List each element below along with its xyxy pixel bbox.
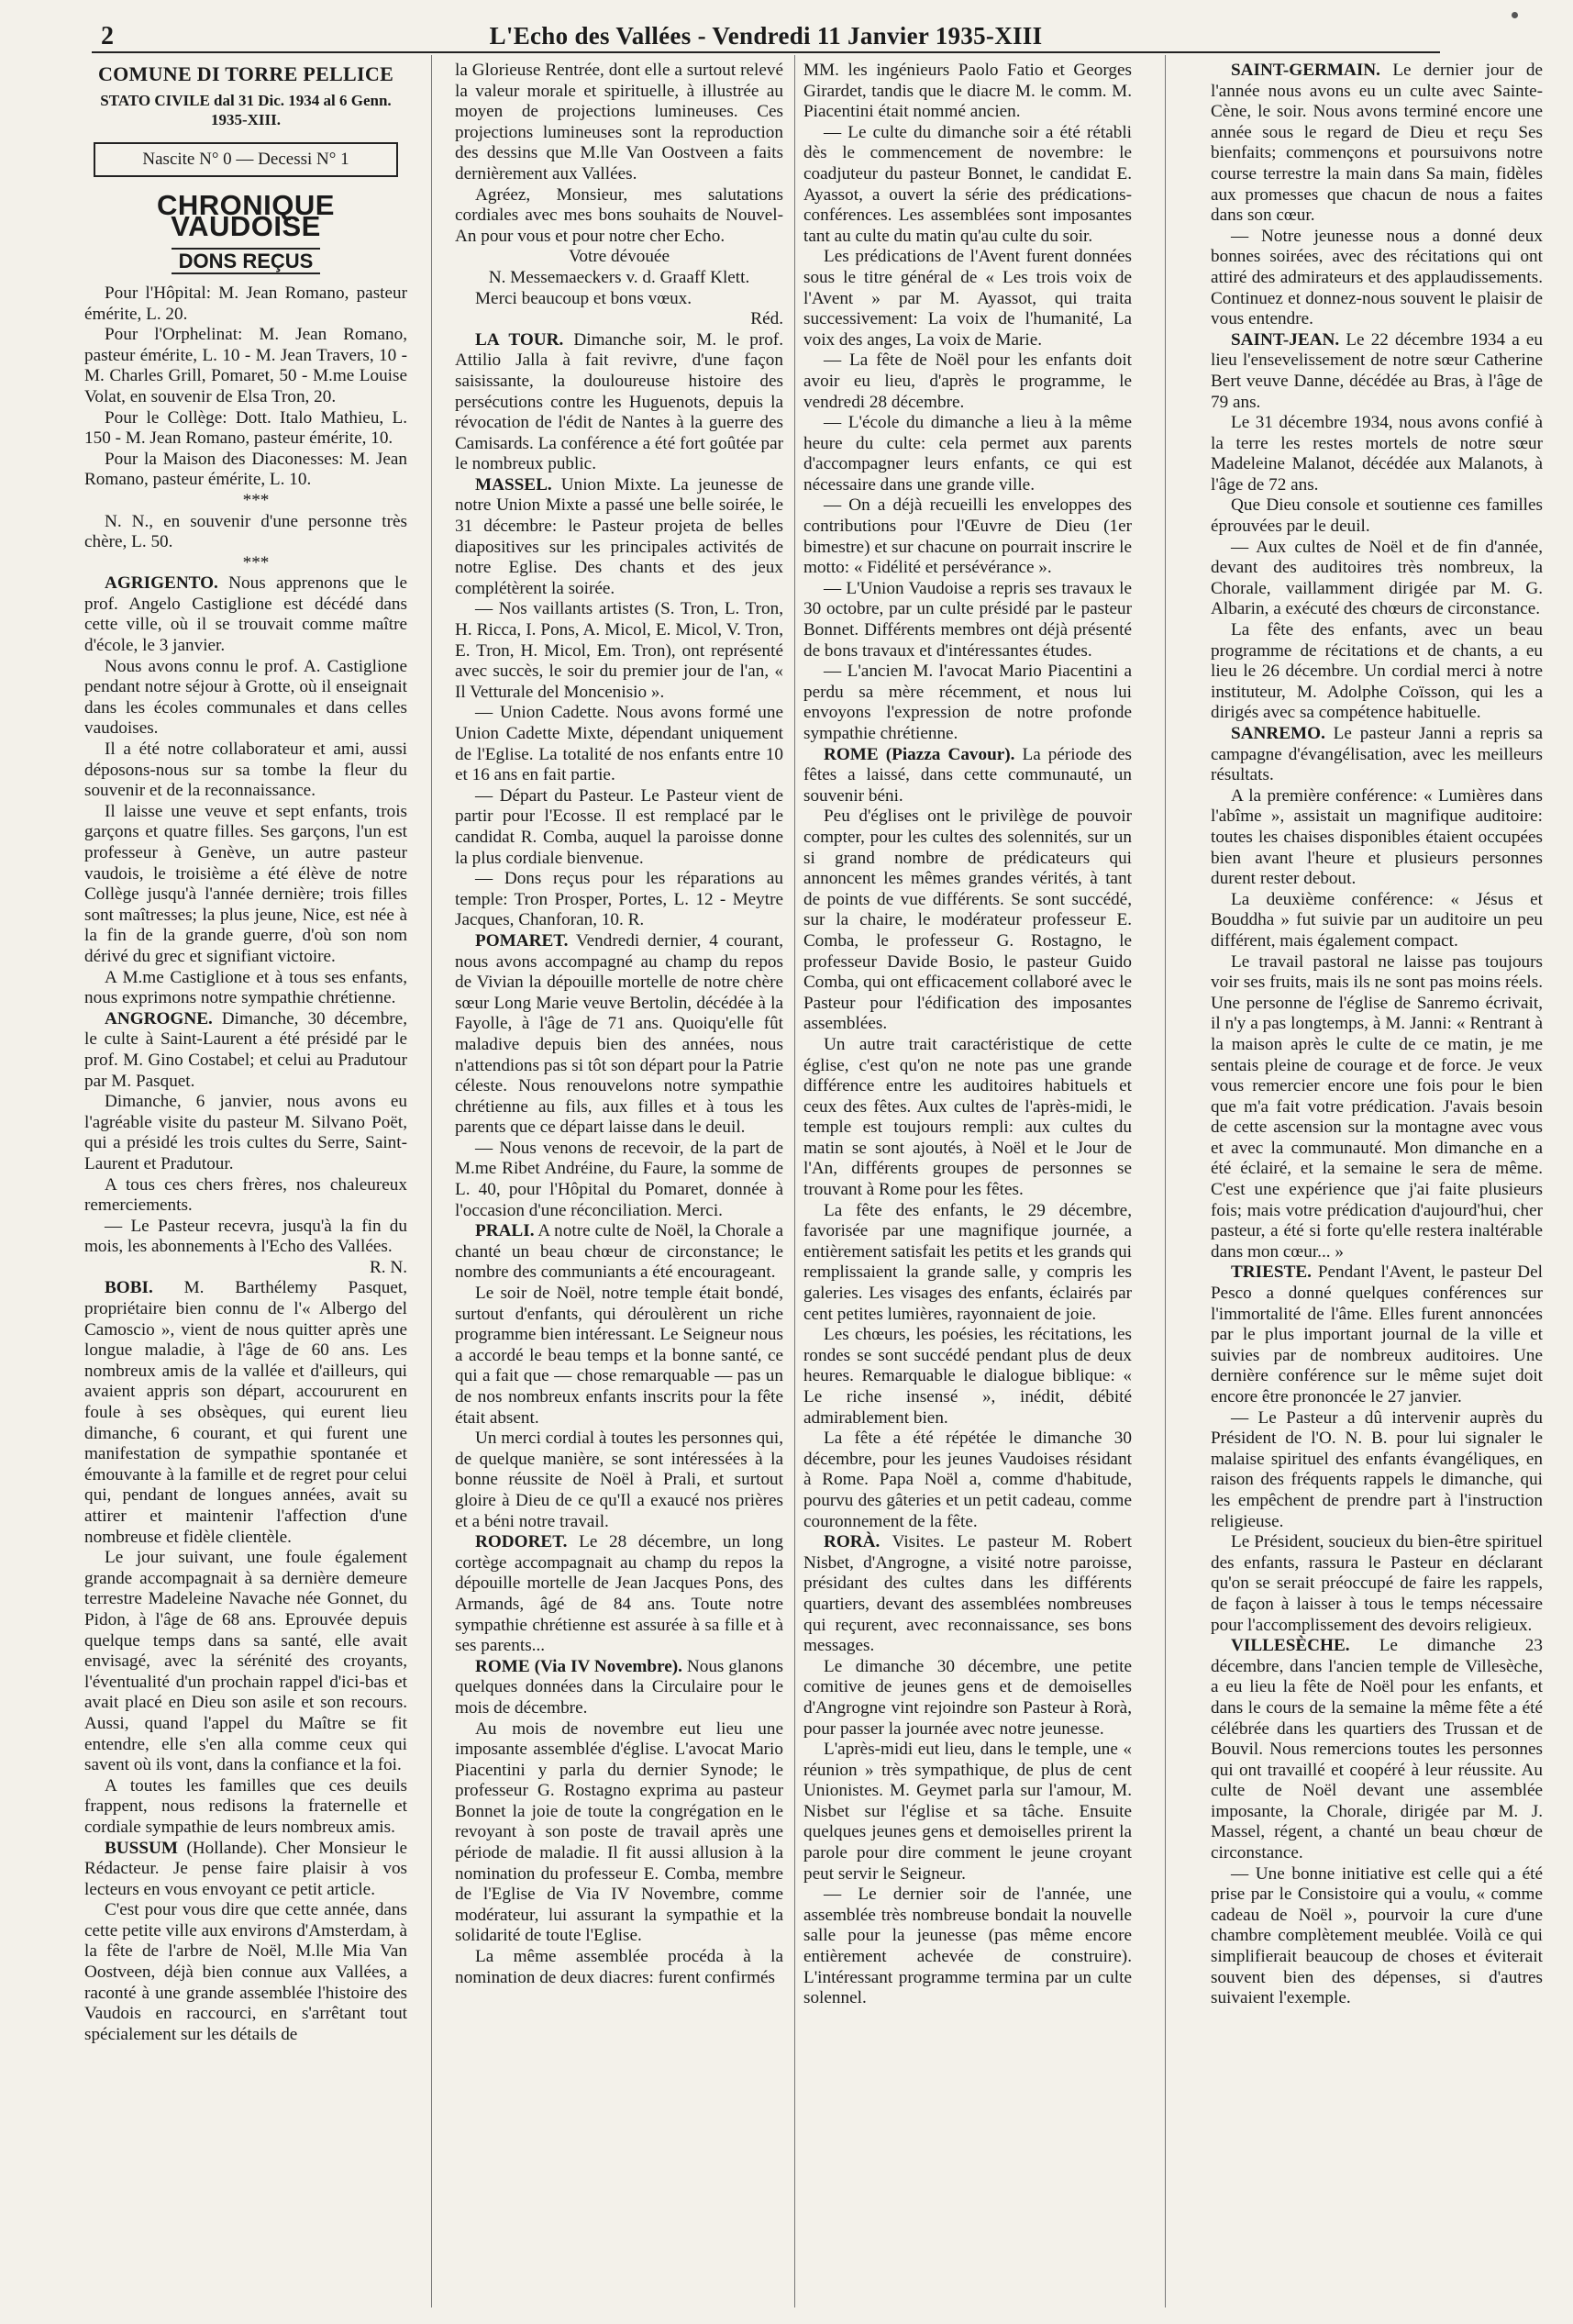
paragraph-text: Dimanche, 6 janvier, nous avons eu l'agréable visite du pasteur M. Silvano Poët, qui a présidé les trois cultes du Serre, Saint-Laurent et Pradutour. (84, 1092, 407, 1173)
article-paragraph (84, 1548, 407, 1776)
paragraph-text: La même assemblée procéda à la nomination de deux diacres: furent confirmés (455, 1947, 783, 1987)
article-paragraph (84, 739, 407, 802)
article-paragraph (84, 1839, 407, 1901)
commune-heading: COMUNE DI TORRE PELLICE (97, 62, 394, 85)
paragraph-text: N. Messemaeckers v. d. Graaff Klett. (488, 267, 750, 287)
place-name: RODORET. (475, 1532, 568, 1552)
paragraph-text: — Le Pasteur recevra, jusqu'à la fin du mois, les abonnements à l'Echo des Vallées. (84, 1216, 407, 1257)
article-paragraph (455, 599, 783, 703)
column-2 (455, 61, 783, 2299)
article-paragraph (84, 512, 407, 553)
column-4 (1211, 61, 1543, 2299)
paragraph-text: La fête des enfants, avec un beau programme de récitations et de chants, a eu lieu le 26 décembre. Un cordial merci à notre instituteur, M. Adolphe Coïsson, qui les a dirigés avec sa compétence habituelle. (1211, 620, 1543, 723)
article-paragraph (1211, 786, 1543, 890)
paragraph-text: Pendant l'Avent, le pasteur Del Pesco a donné quelques conférences sur l'immortalité de l'âme. Elles furent annoncées par le plus important journal de la ville et suivies par de nombreux auditoires. Une dernière conférence sur le même sujet doit encore être prononcée le 27 janvier. (1211, 1262, 1543, 1407)
paragraph-text: *** (242, 552, 270, 573)
article-paragraph (1211, 413, 1543, 495)
paragraph-text: Nous glanons quelques données dans la Circulaire pour le mois de décembre. (455, 1656, 783, 1718)
article-paragraph (1211, 1262, 1543, 1407)
place-name: POMARET. (475, 930, 569, 951)
place-name: RORÀ. (824, 1532, 881, 1552)
paragraph-text: Un merci cordial à toutes les personnes qui, de quelque manière, se sont intéressées à la bonne réussite de Noël à Prali, et surtout gloire à Dieu de ce qu'Il a exaucé nos prières et a béni notre travail. (455, 1429, 783, 1531)
article-paragraph (803, 247, 1132, 350)
paragraph-text: — Notre jeunesse nous a donné deux bonnes soirées, avec des récitations qui ont attiré des admirateurs et des applaudissements. Continuez et donnez-nous souvent le plaisir de vous entendre. (1211, 226, 1543, 329)
article-paragraph (84, 968, 407, 1009)
paragraph-text: Merci beaucoup et bons vœux. (475, 288, 692, 308)
article-paragraph (1211, 952, 1543, 1263)
paragraph-text: Le dimanche 30 décembre, une petite comitive de jeunes gens et de demoiselles d'Angrogne vint rejoindre son Pasteur à Rorà, pour passer la journée avec notre jeunesse. (803, 1656, 1132, 1739)
article-paragraph (803, 1325, 1132, 1429)
place-name: SAINT-JEAN. (1231, 329, 1340, 350)
paragraph-text: Au mois de novembre eut lieu une imposante assemblée d'église. L'avocat Mario Piacentini y parla du dernier Synode; le professeur G. Rostagno exprima au pasteur Bonnet la joie de toute la congrégation en le revoyant à son poste de travail après une période de maladie. Il fit aussi allusion à la nomination du professeur E. Comba, membre de l'Eglise de Via IV Novembre, comme modérateur, lui assurant la sympathie et la solidarité de toute l'Eglise. (455, 1718, 783, 1946)
column-rule (1165, 55, 1166, 2307)
article-paragraph (84, 491, 407, 512)
paragraph-text: — Dons reçus pour les réparations au temple: Tron Prosper, Portes, L. 12 - Meytre Jacques, Chanforan, 10. R. (455, 869, 783, 930)
paragraph-text: A tous ces chers frères, nos chaleureux remerciements. (84, 1174, 407, 1216)
paragraph-text: L'après-midi eut lieu, dans le temple, une « réunion » très sympathique, de plus de cent Unionistes. M. Geymet parla sur l'amour, M. Nisbet sur l'église et sa tâche. Ensuite quelques jeunes gens et demoiselles prirent la parole pour dire comment le jeune croyant peut servir le Seigneur. (803, 1740, 1132, 1884)
column-body (803, 61, 1132, 2009)
paragraph-text: C'est pour vous dire que cette année, dans cette petite ville aux environs d'Amsterdam, à la fête de l'arbre de Noël, M.lle Mia Van Oostveen, déjà bien connue aux Vallées, a raconté à une grande assemblée l'histoire des Vaudois en raccourci, en s'arrêtant tout spécialement sur les détails de (84, 1900, 407, 2044)
paragraph-text: Que Dieu console et soutienne ces familles éprouvées par le deuil. (1211, 495, 1543, 537)
article-paragraph (455, 268, 783, 289)
article-paragraph (1211, 227, 1543, 330)
article-paragraph (803, 495, 1132, 578)
paragraph-text: La deuxième conférence: « Jésus et Bouddha » fut suivie par un auditoire un peu différent, mais également compact. (1211, 889, 1543, 951)
article-paragraph (455, 61, 783, 185)
article-paragraph (1211, 620, 1543, 724)
paragraph-text: Le dernier jour de l'année nous avons eu un culte avec Sainte-Cène, le soir. Nous avons terminé encore une année sous le regard de Dieu et reçu Ses bienfaits; commençons et poursuivons notre course terrestre la main dans Sa main, fidèles aux promesses que chacun de nous a faites dans son cœur. (1211, 61, 1543, 226)
article-paragraph (455, 1719, 783, 1948)
article-paragraph (803, 1201, 1132, 1326)
paragraph-text: — Le culte du dimanche soir a été rétabli dès le commencement de novembre: le coadjuteur du pasteur Bonnet, le candidat E. Ayassot, a ouvert la série des prédications-conférences. Les assemblées sont imposantes tant au culte du matin qu'au culte du soir. (803, 122, 1132, 246)
place-name: PRALI. (475, 1221, 535, 1241)
article-paragraph (803, 745, 1132, 807)
paragraph-text: Dimanche, 30 décembre, le culte à Saint-Laurent a été présidé par le prof. M. Gino Costabel; et celui au Pradutour par M. Pasquet. (84, 1008, 407, 1091)
place-name: BUSSUM (105, 1838, 178, 1858)
paragraph-text: — On a déjà recueilli les enveloppes des contributions pour l'Œuvre de Dieu (1er bimestre) et sur chacune on pourrait inscrire le motto: « Fidélité et persévérance ». (803, 495, 1132, 578)
paragraph-text: Union Mixte. La jeunesse de notre Union Mixte a passé une belle soirée, le 31 décembre: le Pasteur projeta de belles diapositives sur les principales activités de notre Eglise. Des chants et des jeux complétèrent la soirée. (455, 474, 783, 598)
column-rule (431, 55, 432, 2307)
paragraph-text: Il a été notre collaborateur et ami, aussi déposons-nous sur sa tombe la fleur du souvenir et de la reconnaissance. (84, 739, 407, 801)
paragraph-text: (Hollande). Cher Monsieur le Rédacteur. Je pense faire plaisir à vos lecteurs en vous envoyant ce petit article. (84, 1838, 407, 1899)
article-paragraph (84, 553, 407, 574)
paragraph-text: A notre culte de Noël, la Chorale a chanté un beau chœur de circonstance; le nombre des communiants a été encourageant. (455, 1221, 783, 1283)
article-paragraph (803, 413, 1132, 495)
article-paragraph (84, 657, 407, 739)
article-paragraph (455, 703, 783, 785)
article-paragraph (1211, 1532, 1543, 1636)
article-paragraph (84, 1258, 407, 1279)
article-paragraph (1211, 890, 1543, 952)
article-paragraph (455, 1429, 783, 1532)
article-paragraph (803, 662, 1132, 744)
article-paragraph (84, 1217, 407, 1258)
place-name: ROME (Piazza Cavour). (824, 744, 1015, 764)
place-name: TRIESTE. (1231, 1262, 1312, 1283)
article-paragraph (84, 284, 407, 325)
paragraph-text: A M.me Castiglione et à tous ses enfants, nous exprimons notre sympathie chrétienne. (84, 967, 407, 1008)
paragraph-text: La fête a été répétée le dimanche 30 décembre, pour les jeunes Vaudoises résidant à Rome. Papa Noël a, comme d'habitude, pourvu des gâteries et un petit cadeau, comme couronnement de la fête. (803, 1429, 1132, 1531)
paragraph-text: MM. les ingénieurs Paolo Fatio et Georges Girardet, tandis que le diacre M. le comm. M. Piacentini était nommé ancien. (803, 61, 1132, 122)
paragraph-text: Les prédications de l'Avent furent données sous le titre général de « Les trois voix de l'Avent » par M. Ayassot, qui traita successivement: La voix de l'humanité, La voix des anges, La voix de Marie. (803, 247, 1132, 350)
paragraph-text: — Union Cadette. Nous avons formé une Union Cadette Mixte, dépendant uniquement de l'Eglise. La totalité de nos enfants entre 10 et 16 ans en fait partie. (455, 703, 783, 785)
article-paragraph (455, 247, 783, 268)
article-paragraph (803, 1885, 1132, 2009)
paragraph-text: Pour la Maison des Diaconesses: M. Jean Romano, pasteur émérite, L. 10. (84, 449, 407, 490)
article-paragraph (803, 1429, 1132, 1532)
paragraph-text: R. N. (369, 1257, 407, 1277)
article-paragraph (455, 185, 783, 248)
paragraph-text: Nous apprenons que le prof. Angelo Castiglione est décédé dans cette ville, où il se trouvait comme maître d'école, le 3 janvier. (84, 573, 407, 656)
paragraph-text: — Départ du Pasteur. Le Pasteur vient de partir pour l'Ecosse. Il est remplacé par le candidat R. Comba, auquel la paroisse donne la plus cordiale bienvenue. (455, 785, 783, 868)
article-paragraph (84, 1900, 407, 2045)
article-paragraph (803, 123, 1132, 248)
article-paragraph (803, 579, 1132, 662)
article-paragraph (1211, 1408, 1543, 1533)
article-paragraph (455, 330, 783, 475)
paragraph-text: Dimanche soir, M. le prof. Attilio Jalla à fait revivre, d'une façon saisissante, la douloureuse histoire des persécutions contre les Huguenots, depuis la révocation de l'édit de Nantes à la guerre des Camisards. La conférence a été fort goûtée par le nombreux public. (455, 329, 783, 474)
column-body (1211, 61, 1543, 2009)
article-paragraph (455, 475, 783, 600)
paragraph-text: Un autre trait caractéristique de cette église, c'est qu'on ne note pas une grande différence entre les auditoires habituels et ceux des fêtes. Aux cultes de l'après-midi, le temple est toujours rempli: aux cultes du matin se sont ajoutés, à Noël et le Jour de l'An, différents groupes de personnes se trouvant à Rome pour les fêtes. (803, 1034, 1132, 1200)
article-paragraph (455, 931, 783, 1139)
paragraph-text: Le dimanche 23 décembre, dans l'ancien temple de Villesèche, a eu lieu la fête de Noël pour les enfants, et dans le cours de la semaine la même fête a été célébrée dans les quartiers des Trussan et de Bouvil. Nous remercions toutes les personnes qui ont travaillé et coopéré à leur réussite. Au culte de Noël devant une assemblée imposante, la Chorale, dirigée par M. J. Massel, régent, a chanté un beau chœur de circonstance. (1211, 1636, 1543, 1863)
article-paragraph (84, 408, 407, 450)
article-paragraph (803, 61, 1132, 123)
article-paragraph (1211, 330, 1543, 413)
paragraph-text: Le soir de Noël, notre temple était bondé, surtout d'enfants, qui déroulèrent un riche programme bien intéressant. Le Seigneur nous a accordé le beau temps et la bonne santé, ce qui a fait que — chose remarquable — pas un de nos nombreux enfants inscrits pour la fête était absent. (455, 1284, 783, 1428)
paragraph-text: — Aux cultes de Noël et de fin d'année, devant des auditoires très nombreux, la Chorale, vaillamment dirigée par M. G. Albarin, a exécuté des chœurs de circonstance. (1211, 537, 1543, 619)
article-paragraph (84, 450, 407, 491)
newspaper-title: L'Echo des Vallées - Vendredi 11 Janvier 1935-XIII (489, 22, 1043, 50)
paragraph-text: Le 22 décembre 1934 a eu lieu l'ensevelissement de notre sœur Catherine Bert veuve Danne, décédée au Bras, à l'âge de 79 ans. (1211, 329, 1543, 412)
chronique-heading: CHRONIQUE VAUDOISE (157, 189, 335, 242)
place-name: BOBI. (105, 1278, 153, 1298)
page-header (92, 20, 1440, 53)
paragraph-text: *** (242, 490, 270, 510)
place-name: AGRIGENTO. (105, 573, 218, 594)
paragraph-text: M. Barthélemy Pasquet, propriétaire bien connu de l'« Albergo del Camoscio », vient de nous quitter après une longue maladie, à l'âge de 60 ans. Les nombreux amis de la vallée et d'ailleurs, qui avaient appris son départ, accoururent en foule à ses obsèques, qui eurent lieu dimanche, 6 courant, et qui furent une manifestation de sympathie spontanée et émouvante à la famille et de regret pour celui qui, pendant de longues années, avait su attirer et maintenir l'affection d'une nombreuse et fidèle clientèle. (84, 1278, 407, 1547)
article-paragraph (455, 309, 783, 330)
paragraph-text: — Nos vaillants artistes (S. Tron, L. Tron, H. Ricca, I. Pons, A. Micol, E. Micol, V. Tron, E. Tron, H. Micol, Em. Tron), ont représenté avec succès, le soir du premier jour de l'an, « Il Vetturale del Moncenisio ». (455, 599, 783, 702)
article-paragraph (1211, 724, 1543, 786)
article-paragraph (1211, 495, 1543, 537)
article-paragraph (455, 1947, 783, 1988)
article-paragraph (455, 786, 783, 869)
article-paragraph (84, 573, 407, 656)
paragraph-text: — Une bonne initiative est celle qui a été prise par le Consistoire qui a voulu, « comme cadeau de Noël », pourvoir la cure d'une chambre complètement meublée. Voilà ce qui simplifierait beaucoup de choses et éviterait souvent bien des dépenses, si d'autres suivaient l'exemple. (1211, 1863, 1543, 2008)
paragraph-text: la Glorieuse Rentrée, dont elle a surtout relevé la valeur morale et spirituelle, à illustrée au moyen de projections lumineuses. Ces projections lumineuses sont la reproduction des dessins que M.lle Van Oostveen a faits dernièrement aux Vallées. (455, 61, 783, 183)
place-name: VILLESÈCHE. (1231, 1636, 1350, 1656)
article-paragraph (803, 350, 1132, 413)
place-name: MASSEL. (475, 474, 552, 495)
dons-label: DONS REÇUS (172, 248, 321, 274)
article-paragraph (455, 1139, 783, 1221)
article-paragraph (84, 1009, 407, 1092)
place-name: ANGROGNE. (105, 1008, 213, 1029)
article-paragraph (455, 1221, 783, 1284)
article-paragraph (455, 1284, 783, 1429)
article-paragraph (1211, 538, 1543, 620)
article-paragraph (803, 1532, 1132, 1657)
article-paragraph (1211, 1636, 1543, 1864)
paragraph-text: A toutes les familles que ces deuils frappent, nous redisons la fraternelle et cordiale sympathie de leurs nombreux amis. (84, 1775, 407, 1837)
paragraph-text: Pour l'Hôpital: M. Jean Romano, pasteur émérite, L. 20. (84, 283, 407, 324)
stato-civile: STATO CIVILE dal 31 Dic. 1934 al 6 Genn. 1935-XIII. (100, 91, 392, 128)
paragraph-text: Le travail pastoral ne laisse pas toujours voir ses fruits, mais ils ne sont pas moins réels. Une personne de l'église de Sanremo écrivait, il n'y a pas longtemps, à M. Janni: « Rentrant à la maison après le culte de ce matin, je me sentais pleine de courage et de force. Je veux vous remercier encore une fois pour le bien que m'a fait votre prédication. J'avais besoin de cette ascension sur la montagne avec vous et avec la communauté. Mon dimanche en a été éclairé, et la semaine le sera de même. C'est une expérience que j'ai faite plusieurs fois; mais votre prédication d'aujourd'hui, cher pasteur, a été si forte qu'elle restera inaltérable dans mon cœur... » (1211, 951, 1543, 1262)
article-paragraph (455, 1532, 783, 1657)
paragraph-text: A la première conférence: « Lumières dans l'abîme », assistait un magnifique auditoire: toutes les chaises disponibles étaient occupées bien avant l'heure et plusieurs personnes durent rester debout. (1211, 785, 1543, 889)
paragraph-text: — Nous venons de recevoir, de la part de M.me Ribet Andréine, du Faure, la somme de L. 40, pour l'Hôpital du Pomaret, donnée à l'occasion d'une réconciliation. Merci. (455, 1138, 783, 1220)
article-paragraph (84, 1278, 407, 1548)
article-paragraph (803, 1657, 1132, 1740)
paragraph-text: Il laisse une veuve et sept enfants, trois garçons et quatre filles. Ses garçons, l'un est professeur à Genève, un autre pasteur vaudois, le troisième a été élève de notre Collège jusqu'à l'année dernière; trois filles sont maîtresses; la plus jeune, Nice, est née à la fin de la grande guerre, d'où son nom dérivé du grec et signifiant victoire. (84, 801, 407, 966)
article-paragraph (455, 1657, 783, 1719)
page-number: 2 (101, 22, 114, 50)
paragraph-text: — Le Pasteur a dû intervenir auprès du Président de l'O. N. B. pour lui signaler le malaise spirituel des enfants évangéliques, en raison des fréquents rappels le dimanche, qui les empêchent de prendre part à l'instruction religieuse. (1211, 1407, 1543, 1531)
paragraph-text: N. N., en souvenir d'une personne très chère, L. 50. (84, 511, 407, 552)
place-name: SANREMO. (1231, 724, 1325, 743)
paragraph-text: — L'ancien M. l'avocat Mario Piacentini a perdu sa mère récemment, et nous lui envoyons l'expression de notre profonde sympathie chrétienne. (803, 662, 1132, 743)
paragraph-text: Votre dévouée (569, 247, 670, 267)
article-paragraph (1211, 61, 1543, 227)
paragraph-text: Peu d'églises ont le privilège de pouvoir compter, pour les cultes des solennités, sur un si grand nombre de prédicateurs qui annoncent les mêmes grandes vérités, à tant de points de vue différents. Se sont succédé, sur la chaire, le modérateur professeur E. Comba, le professeur G. Rostagno, le professeur Davide Bosio, le pasteur Guido Comba, qui ont efficacement collaboré avec le Pasteur pour l'édification des imposantes assemblées. (803, 806, 1132, 1034)
article-paragraph (84, 1776, 407, 1839)
paragraph-text: La période des fêtes a laissé, dans cette communauté, un souvenir béni. (803, 744, 1132, 806)
article-paragraph (84, 325, 407, 407)
column-1 (84, 61, 407, 2299)
paragraph-text: — La fête de Noël pour les enfants doit avoir eu lieu, d'après le programme, le vendredi 28 décembre. (803, 350, 1132, 412)
column-rule (794, 55, 795, 2307)
decorative-dot (1512, 12, 1518, 18)
place-name: SAINT-GERMAIN. (1231, 61, 1380, 80)
paragraph-text: Le 31 décembre 1934, nous avons confié à la terre les restes mortels de notre sœur Madeleine Malanot, décédée aux Malanots, à l'âge de 72 ans. (1211, 413, 1543, 495)
paragraph-text: La fête des enfants, le 29 décembre, favorisée par une magnifique journée, a entièrement satisfait les petits et les grands qui remplissaient la grande salle, y compris les galeries. Les visages des enfants, éclairés par cent petites lumières, rayonnaient de joie. (803, 1200, 1132, 1324)
place-name: ROME (Via IV Novembre). (475, 1656, 682, 1676)
paragraph-text: — L'école du dimanche a lieu à la même heure du culte: cela permet aux parents d'accompagner leurs enfants, ce qui est nécessaire dans une grande ville. (803, 413, 1132, 495)
births-deaths-box: Nascite N° 0 — Decessi N° 1 (94, 142, 398, 178)
paragraph-text: Pour l'Orphelinat: M. Jean Romano, pasteur émérite, L. 10 - M. Jean Travers, 10 - M. Charles Grill, Pomaret, 50 - M.me Louise Volat, en souvenir de Elsa Tron, 20. (84, 325, 407, 406)
paragraph-text: — Le dernier soir de l'année, une assemblée très nombreuse bondait la nouvelle salle pour la jeunesse (pas même encore entièrement achevée de construire). L'intéressant programme termina par un culte solennel. (803, 1885, 1132, 2008)
paragraph-text: Nous avons connu le prof. A. Castiglione pendant notre séjour à Grotte, où il enseignait dans les écoles communales et dans celles vaudoises. (84, 656, 407, 739)
paragraph-text: Le Président, soucieux du bien-être spirituel des enfants, rassura le Pasteur en déclarant qu'on se serait préoccupé de faire les rappels, de façon à laisser à tous le temps nécessaire pour l'accomplissement des devoirs religieux. (1211, 1532, 1543, 1635)
article-paragraph (1211, 1864, 1543, 2009)
place-name: LA TOUR. (475, 329, 564, 350)
article-paragraph (84, 802, 407, 968)
paragraph-text: Les chœurs, les poésies, les récitations, les rondes se sont succédé pendant plus de deux heures. Remarquable le dialogue biblique: « Le riche insensé », inédit, débité admirablement bien. (803, 1325, 1132, 1428)
paragraph-text: Le pasteur Janni a repris sa campagne d'évangélisation, avec les meilleurs résultats. (1211, 724, 1543, 785)
article-paragraph (803, 806, 1132, 1035)
article-paragraph (455, 289, 783, 310)
article-paragraph (803, 1740, 1132, 1885)
paragraph-text: Le jour suivant, une foule également grande accompagnait à sa dernière demeure terrestre Madeleine Navache née Gonnet, du Pidon, à l'âge de 68 ans. Eprouvée depuis quelque temps dans sa santé, elle avait envisagé, avec la sérénité des croyants, l'éventualité d'un prochain rappel d'ici-bas et avait placé en Dieu son asile et son recours. Aussi, quand l'appel du Maître se fit entendre, elle s'en alla comme ceux qui savent où ils vont, dans la confiance et la foi. (84, 1548, 407, 1775)
article-paragraph (84, 1092, 407, 1174)
article-paragraph (455, 869, 783, 931)
column-body (455, 61, 783, 1988)
column-body (84, 284, 407, 2045)
paragraph-text: Vendredi dernier, 4 courant, nous avons accompagné au champ du repos de Vivian la dépouille mortelle de notre chère sœur Long Marie veuve Bertolin, décédée à la Fayolle, à l'âge de 71 ans. Quoiqu'elle fût maladive depuis bien des années, nous n'attendions pas si tôt son départ pour la Patrie céleste. Nous renouvelons notre sympathie chrétienne au fils, aux filles et à tous les parents que ce départ laisse dans le deuil. (455, 930, 783, 1138)
article-paragraph (803, 1035, 1132, 1201)
paragraph-text: Le 28 décembre, un long cortège accompagnait au champ du repos la dépouille mortelle de Jean Jacques Pons, des Armands, âgé de 84 ans. Toute notre sympathie chrétienne est assurée à sa fille et à ses parents... (455, 1532, 783, 1656)
paragraph-text: Réd. (750, 309, 783, 329)
article-paragraph (84, 1175, 407, 1217)
column-3 (803, 61, 1132, 2299)
paragraph-text: Pour le Collège: Dott. Italo Mathieu, L. 150 - M. Jean Romano, pasteur émérite, 10. (84, 407, 407, 449)
paragraph-text: Visites. Le pasteur M. Robert Nisbet, d'Angrogne, a visité notre paroisse, présidant des cultes dans les différents quartiers, devant des assemblées nombreuses qui reçurent, avec reconnaissance, ses bons messages. (803, 1532, 1132, 1656)
paragraph-text: — L'Union Vaudoise a repris ses travaux le 30 octobre, par un culte présidé par le pasteur Bonnet. Différents membres ont déjà présenté de bons travaux et d'intéressantes études. (803, 578, 1132, 661)
paragraph-text: Agréez, Monsieur, mes salutations cordiales avec mes bons souhaits de Nouvel-An pour vous et pour notre cher Echo. (455, 184, 783, 246)
dons-heading (84, 251, 407, 272)
